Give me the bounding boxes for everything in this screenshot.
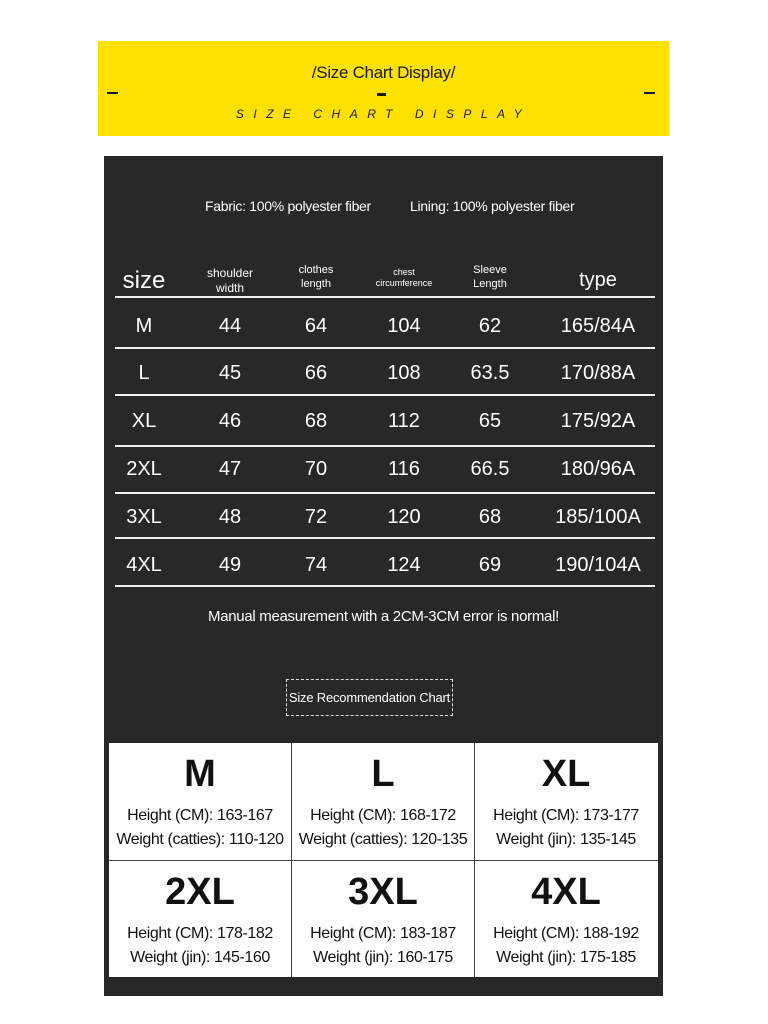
recommendation-height: Height (CM): 173-177 bbox=[493, 807, 639, 824]
recommendation-size: 4XL bbox=[531, 871, 601, 913]
recommendation-height: Height (CM): 178-182 bbox=[127, 925, 273, 942]
recommendation-cell-3xl bbox=[292, 861, 474, 977]
recommendation-weight: Weight (jin): 175-185 bbox=[496, 949, 636, 966]
cell-shoulder: 47 bbox=[218, 458, 242, 480]
recommendation-cell-2xl bbox=[109, 861, 291, 977]
table-row bbox=[104, 398, 663, 444]
recommendation-height: Height (CM): 163-167 bbox=[127, 807, 273, 824]
cell-chest: 120 bbox=[387, 506, 421, 528]
header-chest-line2: circumference bbox=[375, 278, 433, 289]
cell-sleeve: 69 bbox=[478, 554, 502, 576]
cell-chest: 124 bbox=[387, 554, 421, 576]
recommendation-size: XL bbox=[541, 753, 591, 795]
header-sleeve-line1: Sleeve bbox=[473, 264, 507, 276]
table-row bbox=[104, 303, 663, 349]
cell-shoulder: 44 bbox=[218, 315, 242, 337]
cell-chest: 112 bbox=[388, 410, 420, 432]
cell-sleeve: 63.5 bbox=[470, 362, 510, 384]
cell-size: 2XL bbox=[126, 458, 162, 480]
header-clothes-line2: length bbox=[301, 277, 331, 290]
fabric-info: Fabric: 100% polyester fiber bbox=[205, 198, 371, 214]
lining-info: Lining: 100% polyester fiber bbox=[410, 198, 575, 214]
table-row bbox=[104, 494, 663, 540]
header-sleeve-length bbox=[450, 264, 530, 292]
cell-sleeve: 65 bbox=[478, 410, 502, 432]
cell-size: 4XL bbox=[126, 554, 162, 576]
recommendation-weight: Weight (catties): 120-135 bbox=[298, 831, 468, 848]
table-row bbox=[104, 542, 663, 588]
grid-divider bbox=[109, 860, 658, 861]
cell-sleeve: 66.5 bbox=[470, 458, 510, 480]
table-row bbox=[104, 350, 663, 396]
cell-size: 3XL bbox=[126, 506, 162, 528]
header-clothes-length bbox=[276, 264, 356, 292]
header-clothes-line1: clothes bbox=[298, 264, 334, 276]
cell-clothes-length: 72 bbox=[304, 506, 328, 528]
cell-type: 180/96A bbox=[560, 458, 636, 480]
cell-chest: 116 bbox=[388, 458, 420, 480]
cell-size: L bbox=[138, 362, 150, 384]
measurement-note: Manual measurement with a 2CM-3CM error is normal! bbox=[208, 608, 559, 625]
cell-type: 170/88A bbox=[560, 362, 636, 384]
left-dash-decoration bbox=[107, 92, 118, 94]
recommendation-weight: Weight (jin): 145-160 bbox=[130, 949, 270, 966]
recommendation-cell-m bbox=[109, 743, 291, 859]
cell-shoulder: 48 bbox=[218, 506, 242, 528]
cell-clothes-length: 74 bbox=[304, 554, 328, 576]
header-shoulder-line2: width bbox=[215, 281, 244, 295]
title-banner bbox=[98, 41, 669, 136]
cell-sleeve: 68 bbox=[478, 506, 502, 528]
recommendation-size: L bbox=[371, 753, 395, 795]
cell-shoulder: 45 bbox=[218, 362, 242, 384]
center-dash-decoration bbox=[377, 93, 386, 96]
cell-chest: 108 bbox=[387, 362, 421, 384]
header-size: size bbox=[122, 267, 166, 294]
cell-clothes-length: 70 bbox=[304, 458, 328, 480]
recommendation-weight: Weight (jin): 160-175 bbox=[313, 949, 453, 966]
cell-clothes-length: 64 bbox=[304, 315, 328, 337]
header-sleeve-line2: Length bbox=[473, 277, 507, 290]
size-recommendation-grid bbox=[109, 743, 658, 977]
recommendation-cell-l bbox=[292, 743, 474, 859]
cell-type: 185/100A bbox=[555, 506, 641, 528]
table-divider bbox=[115, 296, 655, 298]
size-chart-panel bbox=[104, 156, 663, 996]
size-recommendation-label: Size Recommendation Chart bbox=[286, 679, 453, 716]
recommendation-cell-xl bbox=[475, 743, 657, 859]
recommendation-height: Height (CM): 168-172 bbox=[310, 807, 456, 824]
cell-size: XL bbox=[131, 410, 157, 432]
recommendation-size: 3XL bbox=[348, 871, 418, 913]
recommendation-weight: Weight (jin): 135-145 bbox=[496, 831, 636, 848]
table-row bbox=[104, 446, 663, 492]
cell-clothes-length: 68 bbox=[304, 410, 328, 432]
cell-sleeve: 62 bbox=[478, 315, 502, 337]
recommendation-height: Height (CM): 183-187 bbox=[310, 925, 456, 942]
recommendation-height: Height (CM): 188-192 bbox=[493, 925, 639, 942]
banner-subtitle: SIZE CHART DISPLAY bbox=[235, 107, 532, 121]
cell-size: M bbox=[135, 315, 153, 337]
right-dash-decoration bbox=[644, 92, 655, 94]
cell-chest: 104 bbox=[387, 315, 421, 337]
header-chest-line1: chest bbox=[393, 267, 415, 277]
header-shoulder-line1: shoulder bbox=[206, 266, 254, 280]
cell-shoulder: 46 bbox=[218, 410, 242, 432]
banner-title: /Size Chart Display/ bbox=[311, 63, 456, 82]
recommendation-size: M bbox=[184, 753, 216, 795]
header-chest-circumference bbox=[363, 267, 445, 290]
cell-shoulder: 49 bbox=[218, 554, 242, 576]
header-shoulder-width bbox=[190, 266, 270, 296]
recommendation-size: 2XL bbox=[165, 871, 235, 913]
cell-type: 175/92A bbox=[560, 410, 636, 432]
recommendation-weight: Weight (catties): 110-120 bbox=[116, 831, 284, 848]
cell-type: 190/104A bbox=[555, 554, 641, 576]
header-type: type bbox=[579, 269, 617, 291]
cell-type: 165/84A bbox=[560, 315, 636, 337]
recommendation-cell-4xl bbox=[475, 861, 657, 977]
cell-clothes-length: 66 bbox=[304, 362, 328, 384]
